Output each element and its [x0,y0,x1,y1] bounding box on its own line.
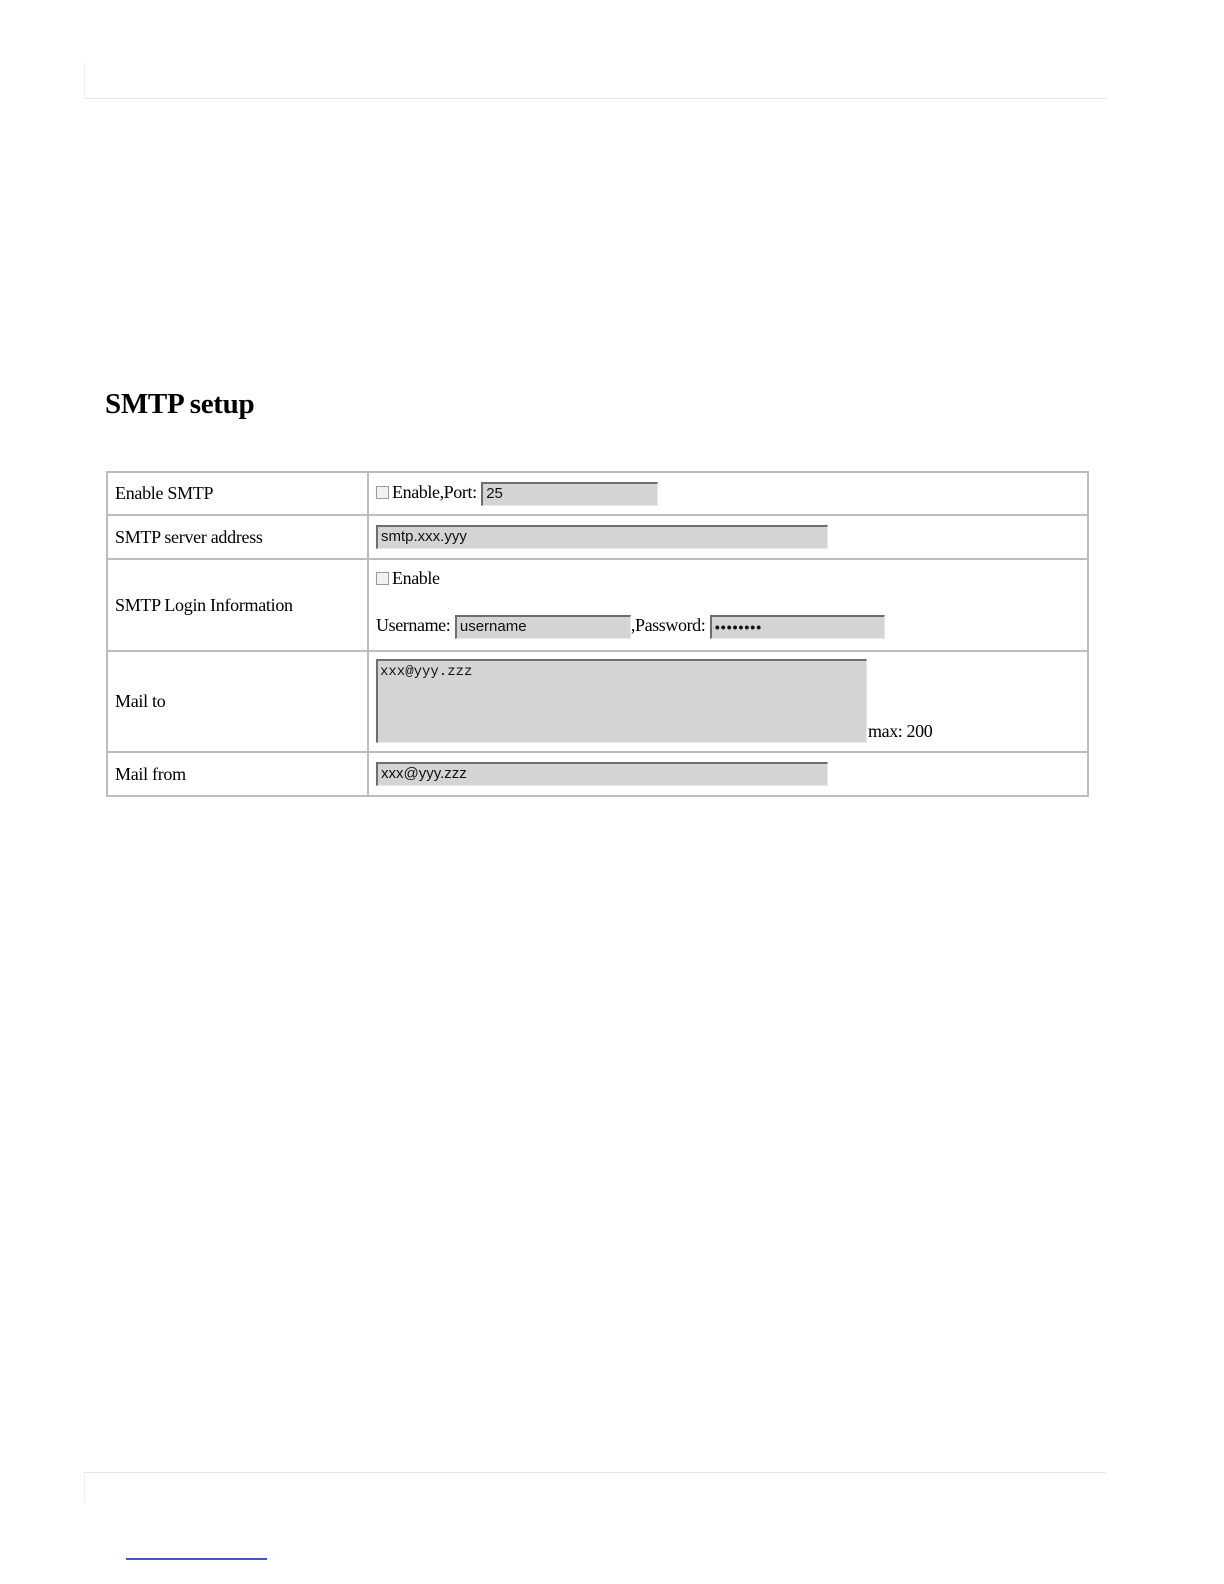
page-header-rule [84,98,1106,99]
login-info-label: SMTP Login Information [107,559,368,651]
enable-smtp-cell [368,472,1088,515]
page-title: SMTP setup [105,388,255,420]
smtp-server-input[interactable]: smtp.xxx.yyy [376,525,828,549]
smtp-settings-table [106,471,1089,797]
table-row-mail-to [107,651,1088,752]
password-label: ,Password: [630,615,706,636]
mail-to-cell [368,651,1088,752]
mail-from-label: Mail from [107,752,368,796]
mail-to-textarea[interactable]: xxx@yyy.zzz [376,659,867,743]
enable-smtp-checkbox-label: Enable,Port: [392,481,477,502]
smtp-port-input[interactable]: 25 [481,482,658,506]
page-bottom-tick [84,1472,85,1502]
page-top-tick [84,62,85,98]
enable-smtp-checkbox[interactable] [376,486,389,499]
footer-link-underline[interactable] [126,1558,267,1560]
server-address-label: SMTP server address [107,515,368,559]
page-footer-rule [84,1472,1106,1473]
username-label: Username: [376,615,451,636]
mail-from-input[interactable]: xxx@yyy.zzz [376,762,828,786]
login-info-cell [368,559,1088,651]
enable-smtp-label: Enable SMTP [107,472,368,515]
mail-to-max-note: max: 200 [868,721,933,741]
mail-to-label: Mail to [107,651,368,752]
table-row-mail-from [107,752,1088,796]
mail-from-cell [368,752,1088,796]
password-input[interactable]: •••••••• [710,615,885,639]
login-enable-label: Enable [392,568,440,588]
table-row-login-info [107,559,1088,651]
table-row-server-address [107,515,1088,559]
table-row-enable-smtp [107,472,1088,515]
login-enable-checkbox[interactable] [376,572,389,585]
username-input[interactable]: username [455,615,631,639]
server-address-cell [368,515,1088,559]
